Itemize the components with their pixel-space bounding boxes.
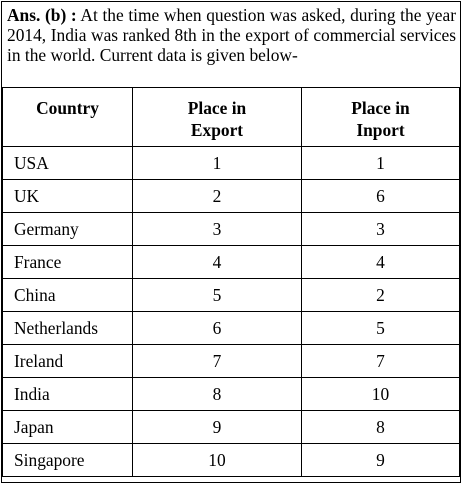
- country-cell: Germany: [3, 213, 133, 246]
- table-row: [3, 180, 460, 213]
- table-row: [3, 279, 460, 312]
- export-cell: 9: [133, 411, 302, 444]
- import-cell: 6: [302, 180, 460, 213]
- country-cell: Japan: [3, 411, 133, 444]
- country-cell: Netherlands: [3, 312, 133, 345]
- table-row: [3, 411, 460, 444]
- table-row: [3, 213, 460, 246]
- import-cell: 10: [302, 378, 460, 411]
- import-cell: 1: [302, 147, 460, 180]
- table-header-row: [3, 88, 460, 147]
- table-row: [3, 312, 460, 345]
- answer-text: At the time when question was asked, during the year 2014, India was ranked 8th in the export of commercial services in the world. Current data is given below-: [7, 5, 456, 65]
- table-row: [3, 246, 460, 279]
- export-cell: 10: [133, 444, 302, 477]
- export-cell: 5: [133, 279, 302, 312]
- export-cell: 2: [133, 180, 302, 213]
- table-row: [3, 444, 460, 477]
- table-row: [3, 378, 460, 411]
- answer-paragraph: [7, 5, 456, 65]
- import-cell: 8: [302, 411, 460, 444]
- export-cell: 4: [133, 246, 302, 279]
- country-cell: China: [3, 279, 133, 312]
- import-cell: 5: [302, 312, 460, 345]
- export-cell: 1: [133, 147, 302, 180]
- header-export-text: Place in Export: [187, 98, 247, 140]
- country-cell: UK: [3, 180, 133, 213]
- import-cell: 4: [302, 246, 460, 279]
- import-cell: 9: [302, 444, 460, 477]
- ranking-table: [2, 87, 460, 477]
- export-cell: 6: [133, 312, 302, 345]
- import-cell: 2: [302, 279, 460, 312]
- country-cell: Ireland: [3, 345, 133, 378]
- country-cell: India: [3, 378, 133, 411]
- country-cell: France: [3, 246, 133, 279]
- export-cell: 7: [133, 345, 302, 378]
- header-country: Country: [3, 88, 133, 147]
- table-row: [3, 345, 460, 378]
- export-cell: 8: [133, 378, 302, 411]
- import-cell: 7: [302, 345, 460, 378]
- header-export: [133, 88, 302, 147]
- country-cell: Singapore: [3, 444, 133, 477]
- country-cell: USA: [3, 147, 133, 180]
- export-cell: 3: [133, 213, 302, 246]
- import-cell: 3: [302, 213, 460, 246]
- header-import: [302, 88, 460, 147]
- table-row: [3, 147, 460, 180]
- header-import-text: Place in Inport: [351, 98, 410, 140]
- answer-label: Ans. (b) :: [7, 5, 77, 25]
